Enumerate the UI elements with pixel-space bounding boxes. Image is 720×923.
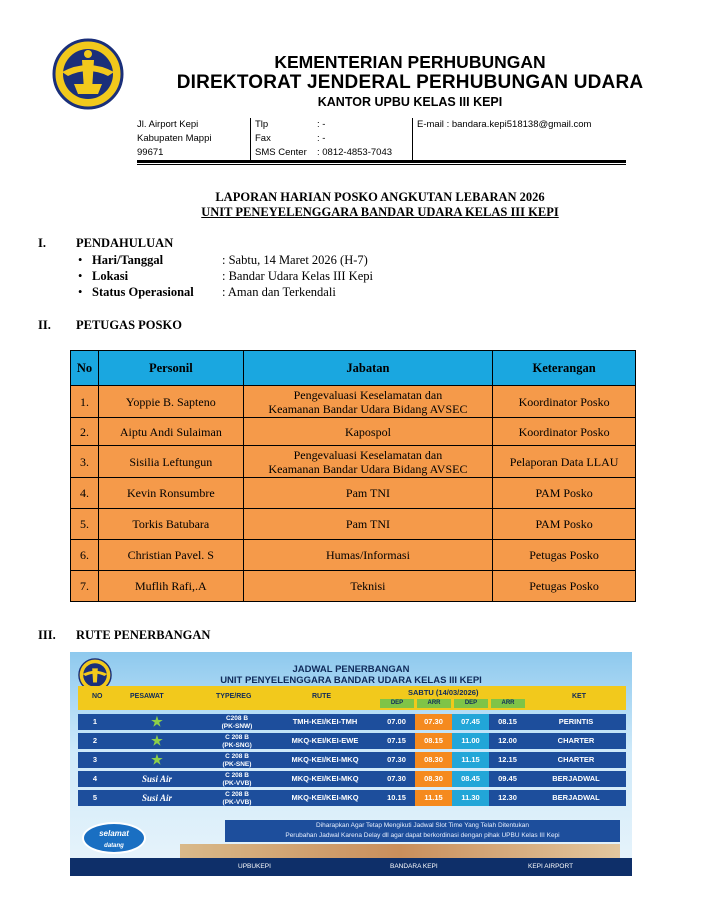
schedule-cell-pesawat	[112, 733, 202, 749]
schedule-row	[78, 752, 626, 768]
schedule-cell-type: C 208 B (PK-SNG)	[222, 734, 252, 749]
airline-star-logo-icon: ★	[151, 714, 163, 729]
section-pendahuluan: I. PENDAHULUAN	[38, 236, 174, 250]
schedule-cell-rute: MKQ-KEI/KEI-EWE	[291, 736, 359, 745]
list-item: • Lokasi : Bandar Udara Kelas III Kepi	[78, 269, 373, 283]
schedule-cell-arr1: 08.30	[415, 771, 452, 787]
list-item: • Hari/Tanggal : Sabtu, 14 Maret 2026 (H-7)	[78, 253, 368, 267]
address-block	[137, 118, 248, 160]
schedule-cell-dep2: 07.45	[452, 714, 489, 730]
schedule-cell-no: 3	[92, 755, 98, 764]
staff-table	[70, 350, 636, 602]
flight-schedule-image	[70, 652, 632, 876]
schedule-cell-rute: MKQ-KEI/KEI-MKQ	[291, 755, 359, 764]
schedule-subtitle: UNIT PENYELENGGARA BANDAR UDARA KELAS III KEPI	[220, 675, 482, 686]
cell-keterangan: PAM Posko	[493, 478, 636, 509]
schedule-cell-no: 5	[92, 793, 98, 802]
contact-block	[250, 118, 410, 160]
contact-sms: SMS Center : 0812-4853-7043	[255, 147, 393, 158]
cell-personil: Yoppie B. Sapteno	[98, 386, 243, 418]
table-row	[71, 478, 636, 509]
schedule-cell-no: 2	[92, 736, 98, 745]
sched-date: SABTU (14/03/2026)	[408, 688, 479, 697]
schedule-cell-dep2: 11.30	[452, 790, 489, 806]
cell-no: 2.	[71, 418, 99, 446]
schedule-row	[78, 771, 626, 787]
section-rute-penerbangan: III. RUTE PENERBANGAN	[38, 628, 211, 642]
schedule-footer	[70, 858, 632, 876]
schedule-cell-pesawat	[112, 714, 202, 730]
schedule-cell-dep1: 07.30	[387, 774, 406, 783]
report-title: LAPORAN HARIAN POSKO ANGKUTAN LEBARAN 2026	[215, 190, 545, 204]
schedule-cell-no: 4	[92, 774, 98, 783]
cell-jabatan: Pengevaluasi Keselamatan dan Keamanan Bandar Udara Bidang AVSEC	[243, 386, 493, 418]
sched-col-type: TYPE/REG	[216, 693, 252, 700]
sched-col-dep: DEP	[380, 699, 414, 708]
cell-no: 3.	[71, 446, 99, 478]
schedule-row	[78, 790, 626, 806]
cell-keterangan: Petugas Posko	[493, 540, 636, 571]
schedule-cell-arr2: 12.15	[498, 755, 517, 764]
cell-keterangan: PAM Posko	[493, 509, 636, 540]
schedule-cell-type: C 208 B (PK-VVB)	[222, 772, 252, 787]
schedule-cell-rute: TMH-KEI/KEI-TMH	[292, 717, 358, 726]
schedule-header	[78, 686, 626, 710]
schedule-cell-arr1: 07.30	[415, 714, 452, 730]
cell-keterangan: Pelaporan Data LLAU	[493, 446, 636, 478]
youtube-handle: KEPI AIRPORT	[528, 863, 574, 870]
cell-keterangan: Koordinator Posko	[493, 418, 636, 446]
schedule-row	[78, 714, 626, 730]
col-header-jabatan: Jabatan	[243, 351, 493, 386]
schedule-cell-no: 1	[92, 717, 98, 726]
letterhead-rule-thin	[137, 164, 626, 165]
schedule-cell-pesawat	[112, 790, 202, 806]
schedule-cell-arr2: 12.30	[498, 793, 517, 802]
schedule-cell-arr2: 08.15	[498, 717, 517, 726]
letterhead-line3: KANTOR UPBU KELAS III KEPI	[317, 95, 503, 109]
contact-fax: Fax : -	[255, 133, 326, 144]
schedule-cell-type: C208 B (PK-SNW)	[221, 715, 253, 730]
col-header-personil: Personil	[98, 351, 243, 386]
email-value[interactable]: : bandara.kepi518138@gmail.com	[446, 119, 592, 130]
table-row	[71, 386, 636, 418]
schedule-cell-ket: CHARTER	[557, 755, 595, 764]
contact-phone: Tlp : -	[255, 119, 326, 130]
schedule-note: Diharapkan Agar Tetap Mengikuti Jadwal Slot Time Yang Telah Ditentukan Perubahan Jadwal Karena Delay dll agar dapat berkordinasi dengan pihak UPBU Kelas III Kepi	[225, 820, 620, 842]
letterhead-rule	[137, 160, 626, 163]
cell-keterangan: Koordinator Posko	[493, 386, 636, 418]
table-header-row	[71, 351, 636, 386]
section-petugas-posko: II. PETUGAS POSKO	[38, 318, 182, 332]
address-line: Kabupaten Mappi	[137, 133, 212, 144]
schedule-cell-arr1: 08.30	[415, 752, 452, 768]
schedule-cell-dep1: 10.15	[387, 793, 406, 802]
schedule-cell-rute: MKQ-KEI/KEI-MKQ	[291, 774, 359, 783]
address-line: 99671	[137, 147, 164, 158]
letterhead-line1: KEMENTERIAN PERHUBUNGAN	[274, 52, 546, 72]
sched-col-ket: KET	[572, 693, 586, 700]
letterhead-line2: DIREKTORAT JENDERAL PERHUBUNGAN UDARA	[176, 72, 644, 93]
schedule-cell-ket: PERINTIS	[558, 717, 594, 726]
sched-col-no: NO	[92, 693, 103, 700]
table-row	[71, 540, 636, 571]
schedule-cell-dep1: 07.30	[387, 755, 406, 764]
schedule-cell-arr1: 08.15	[415, 733, 452, 749]
intro-list	[78, 252, 373, 300]
instagram-handle: UPBUKEPI	[238, 863, 271, 870]
airline-star-logo-icon: ★	[151, 733, 163, 748]
sched-col-dep2: DEP	[454, 699, 488, 708]
table-row	[71, 509, 636, 540]
cell-jabatan: Humas/Informasi	[243, 540, 493, 571]
email-block	[412, 118, 642, 160]
welcome-badge: selamat datang	[82, 822, 146, 854]
report-subtitle: UNIT PENEYELENGGARA BANDAR UDARA KELAS III KEPI	[201, 205, 559, 219]
schedule-cell-arr2: 09.45	[498, 774, 517, 783]
cell-no: 5.	[71, 509, 99, 540]
schedule-title: JADWAL PENERBANGAN	[292, 664, 410, 675]
list-item: • Status Operasional : Aman dan Terkendali	[78, 285, 336, 299]
schedule-row	[78, 733, 626, 749]
cell-no: 6.	[71, 540, 99, 571]
sched-col-arr2: ARR	[491, 699, 525, 708]
airline-star-logo-icon: ★	[151, 752, 163, 767]
cell-no: 1.	[71, 386, 99, 418]
cell-jabatan: Teknisi	[243, 571, 493, 602]
susi-air-logo: Susi Air	[142, 774, 172, 784]
schedule-cell-dep2: 08.45	[452, 771, 489, 787]
schedule-cell-type: C 208 B (PK-VVB)	[222, 791, 252, 806]
schedule-cell-rute: MKQ-KEI/KEI-MKQ	[291, 793, 359, 802]
col-header-keterangan: Keterangan	[493, 351, 636, 386]
table-row	[71, 418, 636, 446]
schedule-cell-dep2: 11.00	[452, 733, 489, 749]
cell-personil: Kevin Ronsumbre	[98, 478, 243, 509]
schedule-cell-dep2: 11.15	[452, 752, 489, 768]
schedule-cell-ket: CHARTER	[557, 736, 595, 745]
schedule-cell-dep1: 07.00	[387, 717, 406, 726]
cell-keterangan: Petugas Posko	[493, 571, 636, 602]
col-header-no: No	[71, 351, 99, 386]
table-row	[71, 571, 636, 602]
schedule-cell-ket: BERJADWAL	[552, 793, 600, 802]
email-label: E-mail	[417, 119, 444, 130]
schedule-cell-ket: BERJADWAL	[552, 774, 600, 783]
table-row	[71, 446, 636, 478]
cell-personil: Aiptu Andi Sulaiman	[98, 418, 243, 446]
cell-personil: Muflih Rafi,.A	[98, 571, 243, 602]
facebook-handle: BANDARA KEPI	[390, 863, 438, 870]
schedule-cell-type: C 208 B (PK-SNE)	[222, 753, 252, 768]
address-line: Jl. Airport Kepi	[137, 119, 199, 130]
schedule-cell-arr2: 12.00	[498, 736, 517, 745]
sched-col-arr: ARR	[417, 699, 451, 708]
schedule-cell-dep1: 07.15	[387, 736, 406, 745]
schedule-cell-pesawat	[112, 752, 202, 768]
cell-personil: Christian Pavel. S	[98, 540, 243, 571]
sched-col-rute: RUTE	[312, 693, 332, 700]
cell-personil: Sisilia Leftungun	[98, 446, 243, 478]
cell-personil: Torkis Batubara	[98, 509, 243, 540]
schedule-cell-arr1: 11.15	[415, 790, 452, 806]
schedule-cell-pesawat	[112, 771, 202, 787]
cell-jabatan: Pam TNI	[243, 509, 493, 540]
sched-col-pesawat: PESAWAT	[130, 693, 164, 700]
ministry-logo	[52, 38, 124, 110]
cell-jabatan: Pengevaluasi Keselamatan dan Keamanan Bandar Udara Bidang AVSEC	[243, 446, 493, 478]
cell-jabatan: Kapospol	[243, 418, 493, 446]
cell-jabatan: Pam TNI	[243, 478, 493, 509]
susi-air-logo: Susi Air	[142, 793, 172, 803]
cell-no: 4.	[71, 478, 99, 509]
cell-no: 7.	[71, 571, 99, 602]
